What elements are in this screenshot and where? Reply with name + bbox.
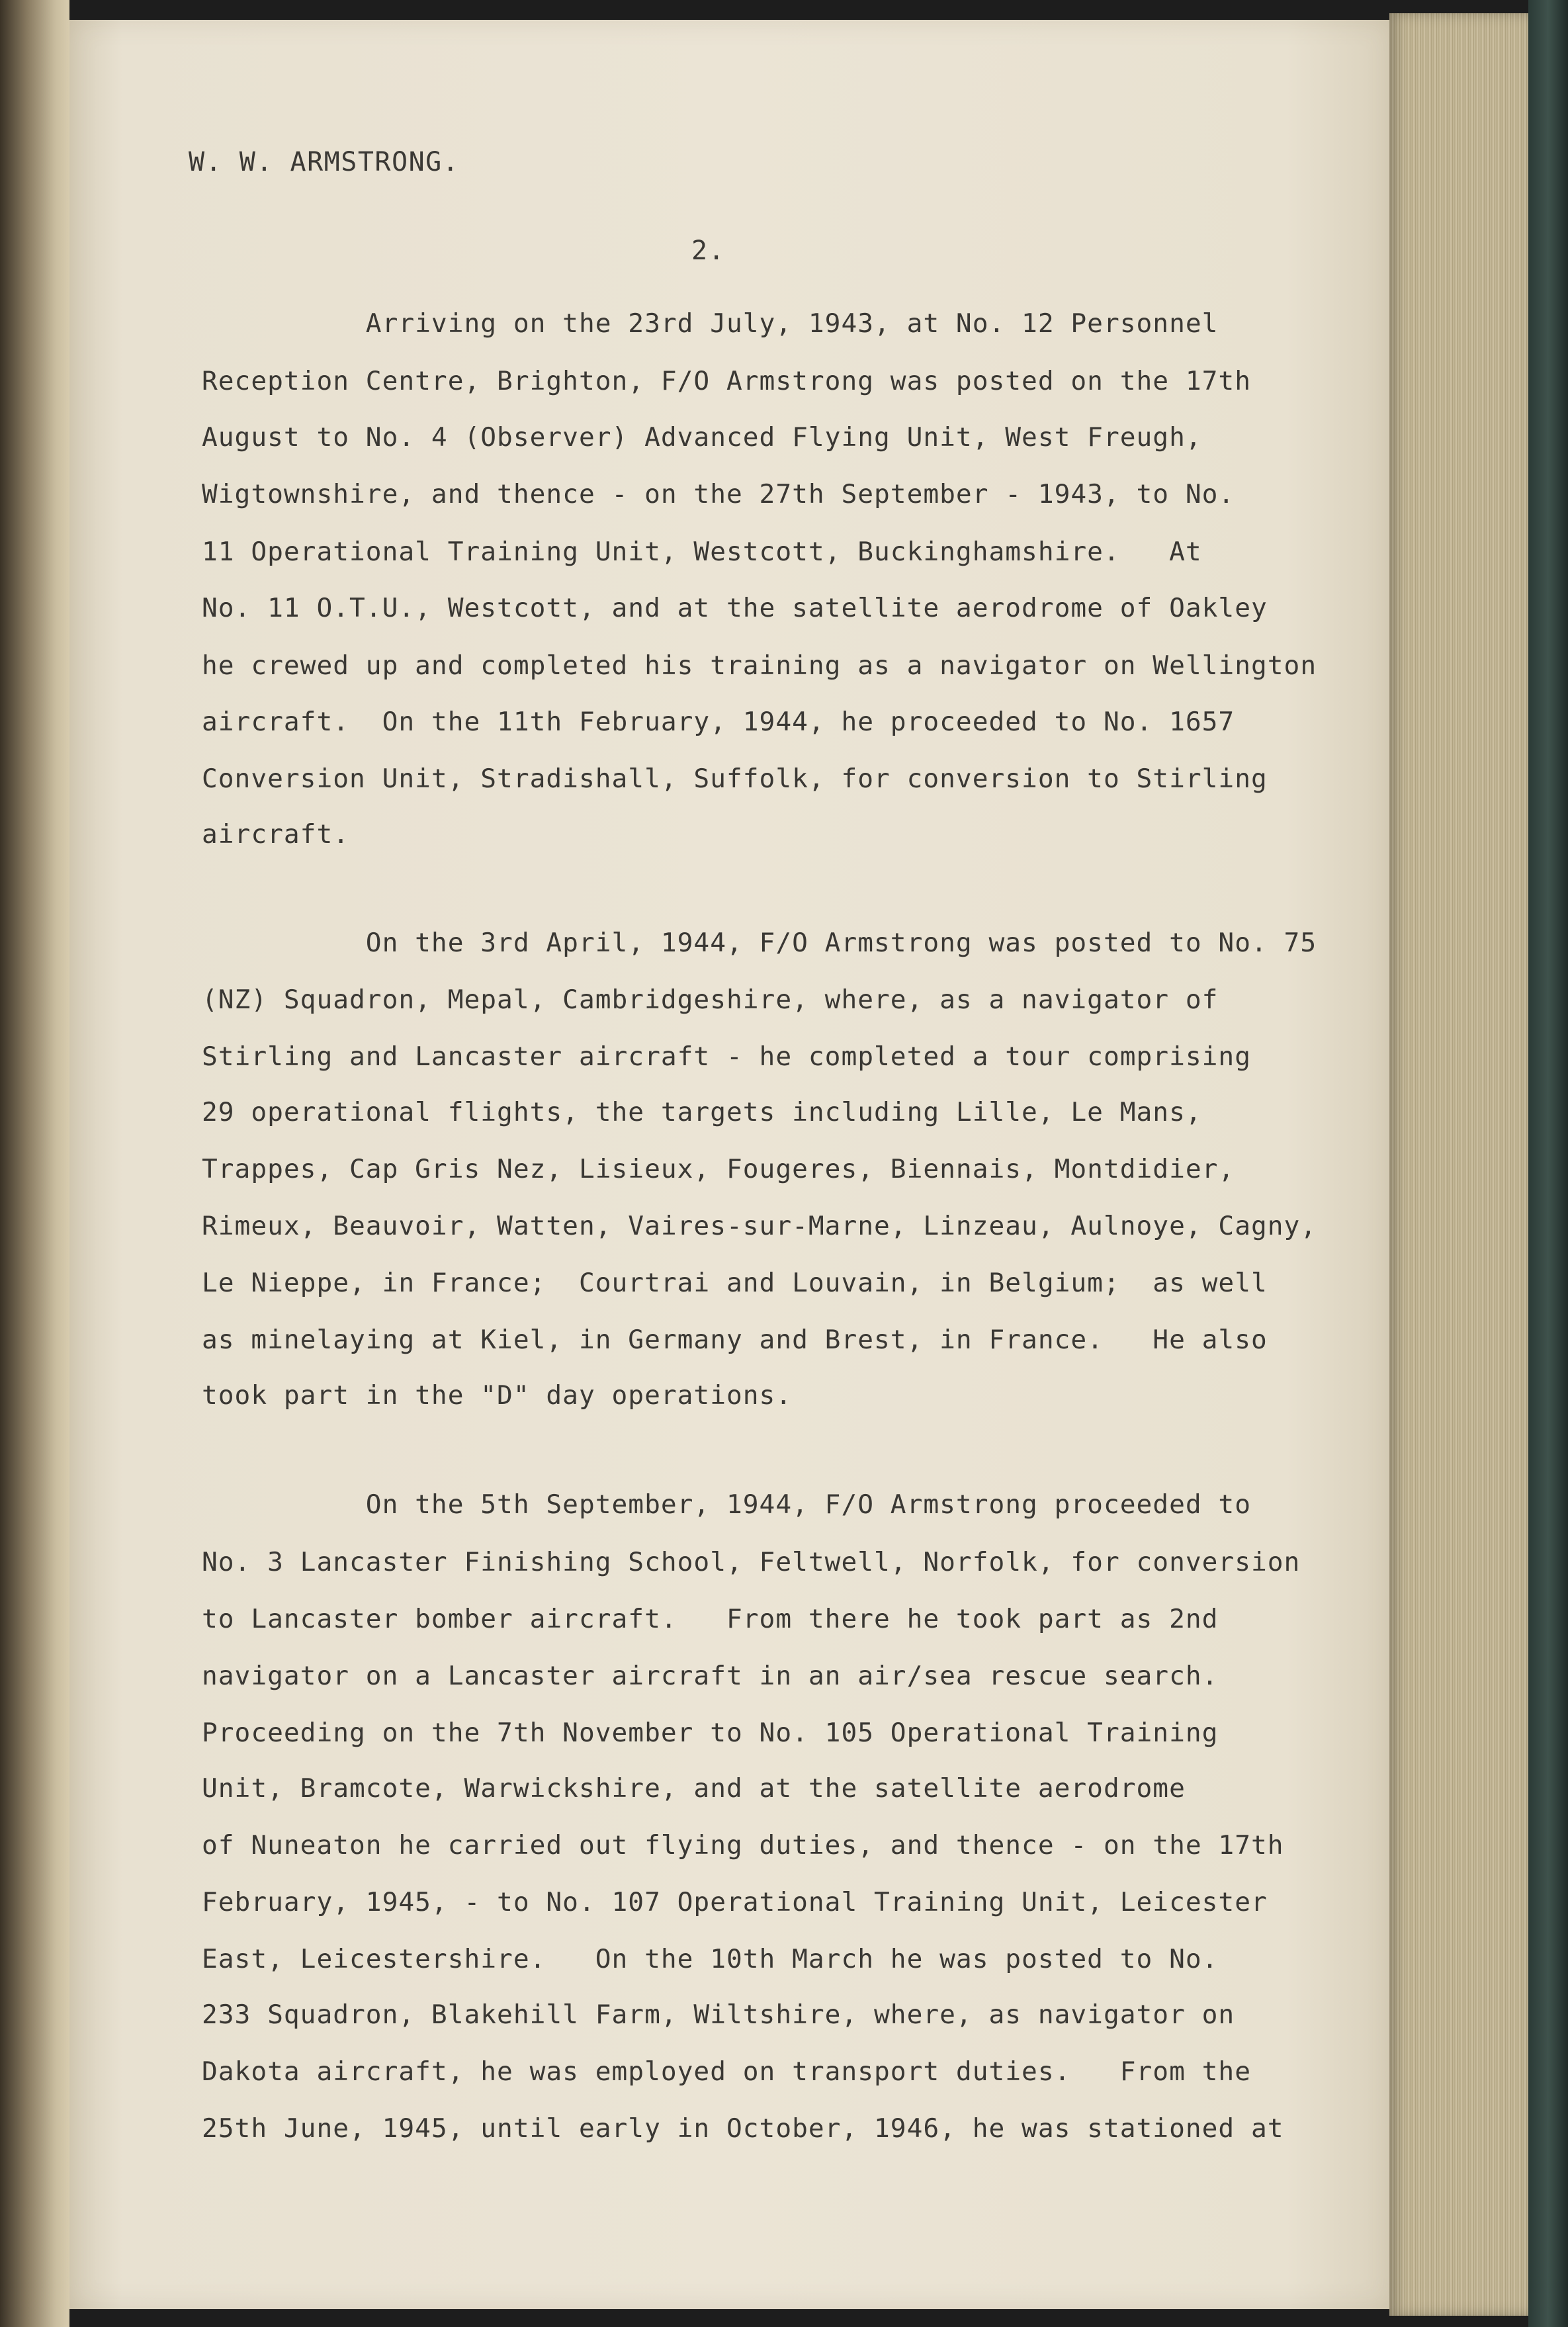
text-line: 233 Squadron, Blakehill Farm, Wiltshire, where, as navigator on bbox=[202, 1999, 1235, 2030]
text-line: Proceeding on the 7th November to No. 105 Operational Training bbox=[202, 1718, 1219, 1748]
text-line: Reception Centre, Brighton, F/O Armstrong was posted on the 17th bbox=[202, 366, 1251, 396]
text-line: East, Leicestershire. On the 10th March he was posted to No. bbox=[202, 1944, 1219, 1974]
text-line: 29 operational flights, the targets including Lille, Le Mans, bbox=[202, 1097, 1202, 1127]
text-line: took part in the "D" day operations. bbox=[202, 1380, 793, 1411]
text-line: aircraft. On the 11th February, 1944, he proceeded to No. 1657 bbox=[202, 707, 1235, 737]
text-line: 25th June, 1945, until early in October, 1946, he was stationed at bbox=[202, 2113, 1284, 2144]
text-line: 11 Operational Training Unit, Westcott, Buckinghamshire. At bbox=[202, 537, 1202, 567]
text-line: August to No. 4 (Observer) Advanced Flying Unit, West Freugh, bbox=[202, 422, 1202, 453]
text-line: he crewed up and completed his training as a navigator on Wellington bbox=[202, 650, 1317, 681]
text-line: navigator on a Lancaster aircraft in an air/sea rescue search. bbox=[202, 1661, 1219, 1691]
text-line: Unit, Bramcote, Warwickshire, and at the satellite aerodrome bbox=[202, 1773, 1186, 1804]
binding-edge bbox=[0, 0, 69, 2327]
text-line: of Nuneaton he carried out flying duties, and thence - on the 17th bbox=[202, 1830, 1284, 1861]
page-number: 2. bbox=[691, 236, 726, 266]
text-line: Arriving on the 23rd July, 1943, at No. 12 Personnel bbox=[202, 308, 1219, 339]
text-line: On the 5th September, 1944, F/O Armstrong proceeded to bbox=[202, 1489, 1251, 1520]
text-line: February, 1945, - to No. 107 Operational Training Unit, Leicester bbox=[202, 1887, 1268, 1917]
text-line: as minelaying at Kiel, in Germany and Brest, in France. He also bbox=[202, 1325, 1268, 1355]
page-stack-edge bbox=[1389, 13, 1528, 2316]
text-line: aircraft. bbox=[202, 819, 350, 850]
text-line: (NZ) Squadron, Mepal, Cambridgeshire, where, as a navigator of bbox=[202, 985, 1219, 1015]
text-line: Stirling and Lancaster aircraft - he completed a tour comprising bbox=[202, 1041, 1251, 1072]
text-line: Dakota aircraft, he was employed on transport duties. From the bbox=[202, 2056, 1251, 2087]
text-line: Trappes, Cap Gris Nez, Lisieux, Fougeres, Biennais, Montdidier, bbox=[202, 1154, 1235, 1184]
text-line: Conversion Unit, Stradishall, Suffolk, for conversion to Stirling bbox=[202, 764, 1268, 794]
text-line: Wigtownshire, and thence - on the 27th September - 1943, to No. bbox=[202, 479, 1235, 509]
text-line: No. 3 Lancaster Finishing School, Feltwell, Norfolk, for conversion bbox=[202, 1547, 1301, 1577]
document-header: W. W. ARMSTRONG. bbox=[189, 147, 460, 177]
text-line: Rimeux, Beauvoir, Watten, Vaires-sur-Marne, Linzeau, Aulnoye, Cagny, bbox=[202, 1211, 1317, 1241]
text-line: On the 3rd April, 1944, F/O Armstrong was posted to No. 75 bbox=[202, 928, 1317, 958]
book-cover-edge bbox=[1528, 0, 1568, 2327]
text-line: Le Nieppe, in France; Courtrai and Louvain, in Belgium; as well bbox=[202, 1268, 1268, 1298]
text-line: No. 11 O.T.U., Westcott, and at the satellite aerodrome of Oakley bbox=[202, 593, 1268, 623]
text-line: to Lancaster bomber aircraft. From there he took part as 2nd bbox=[202, 1604, 1219, 1634]
